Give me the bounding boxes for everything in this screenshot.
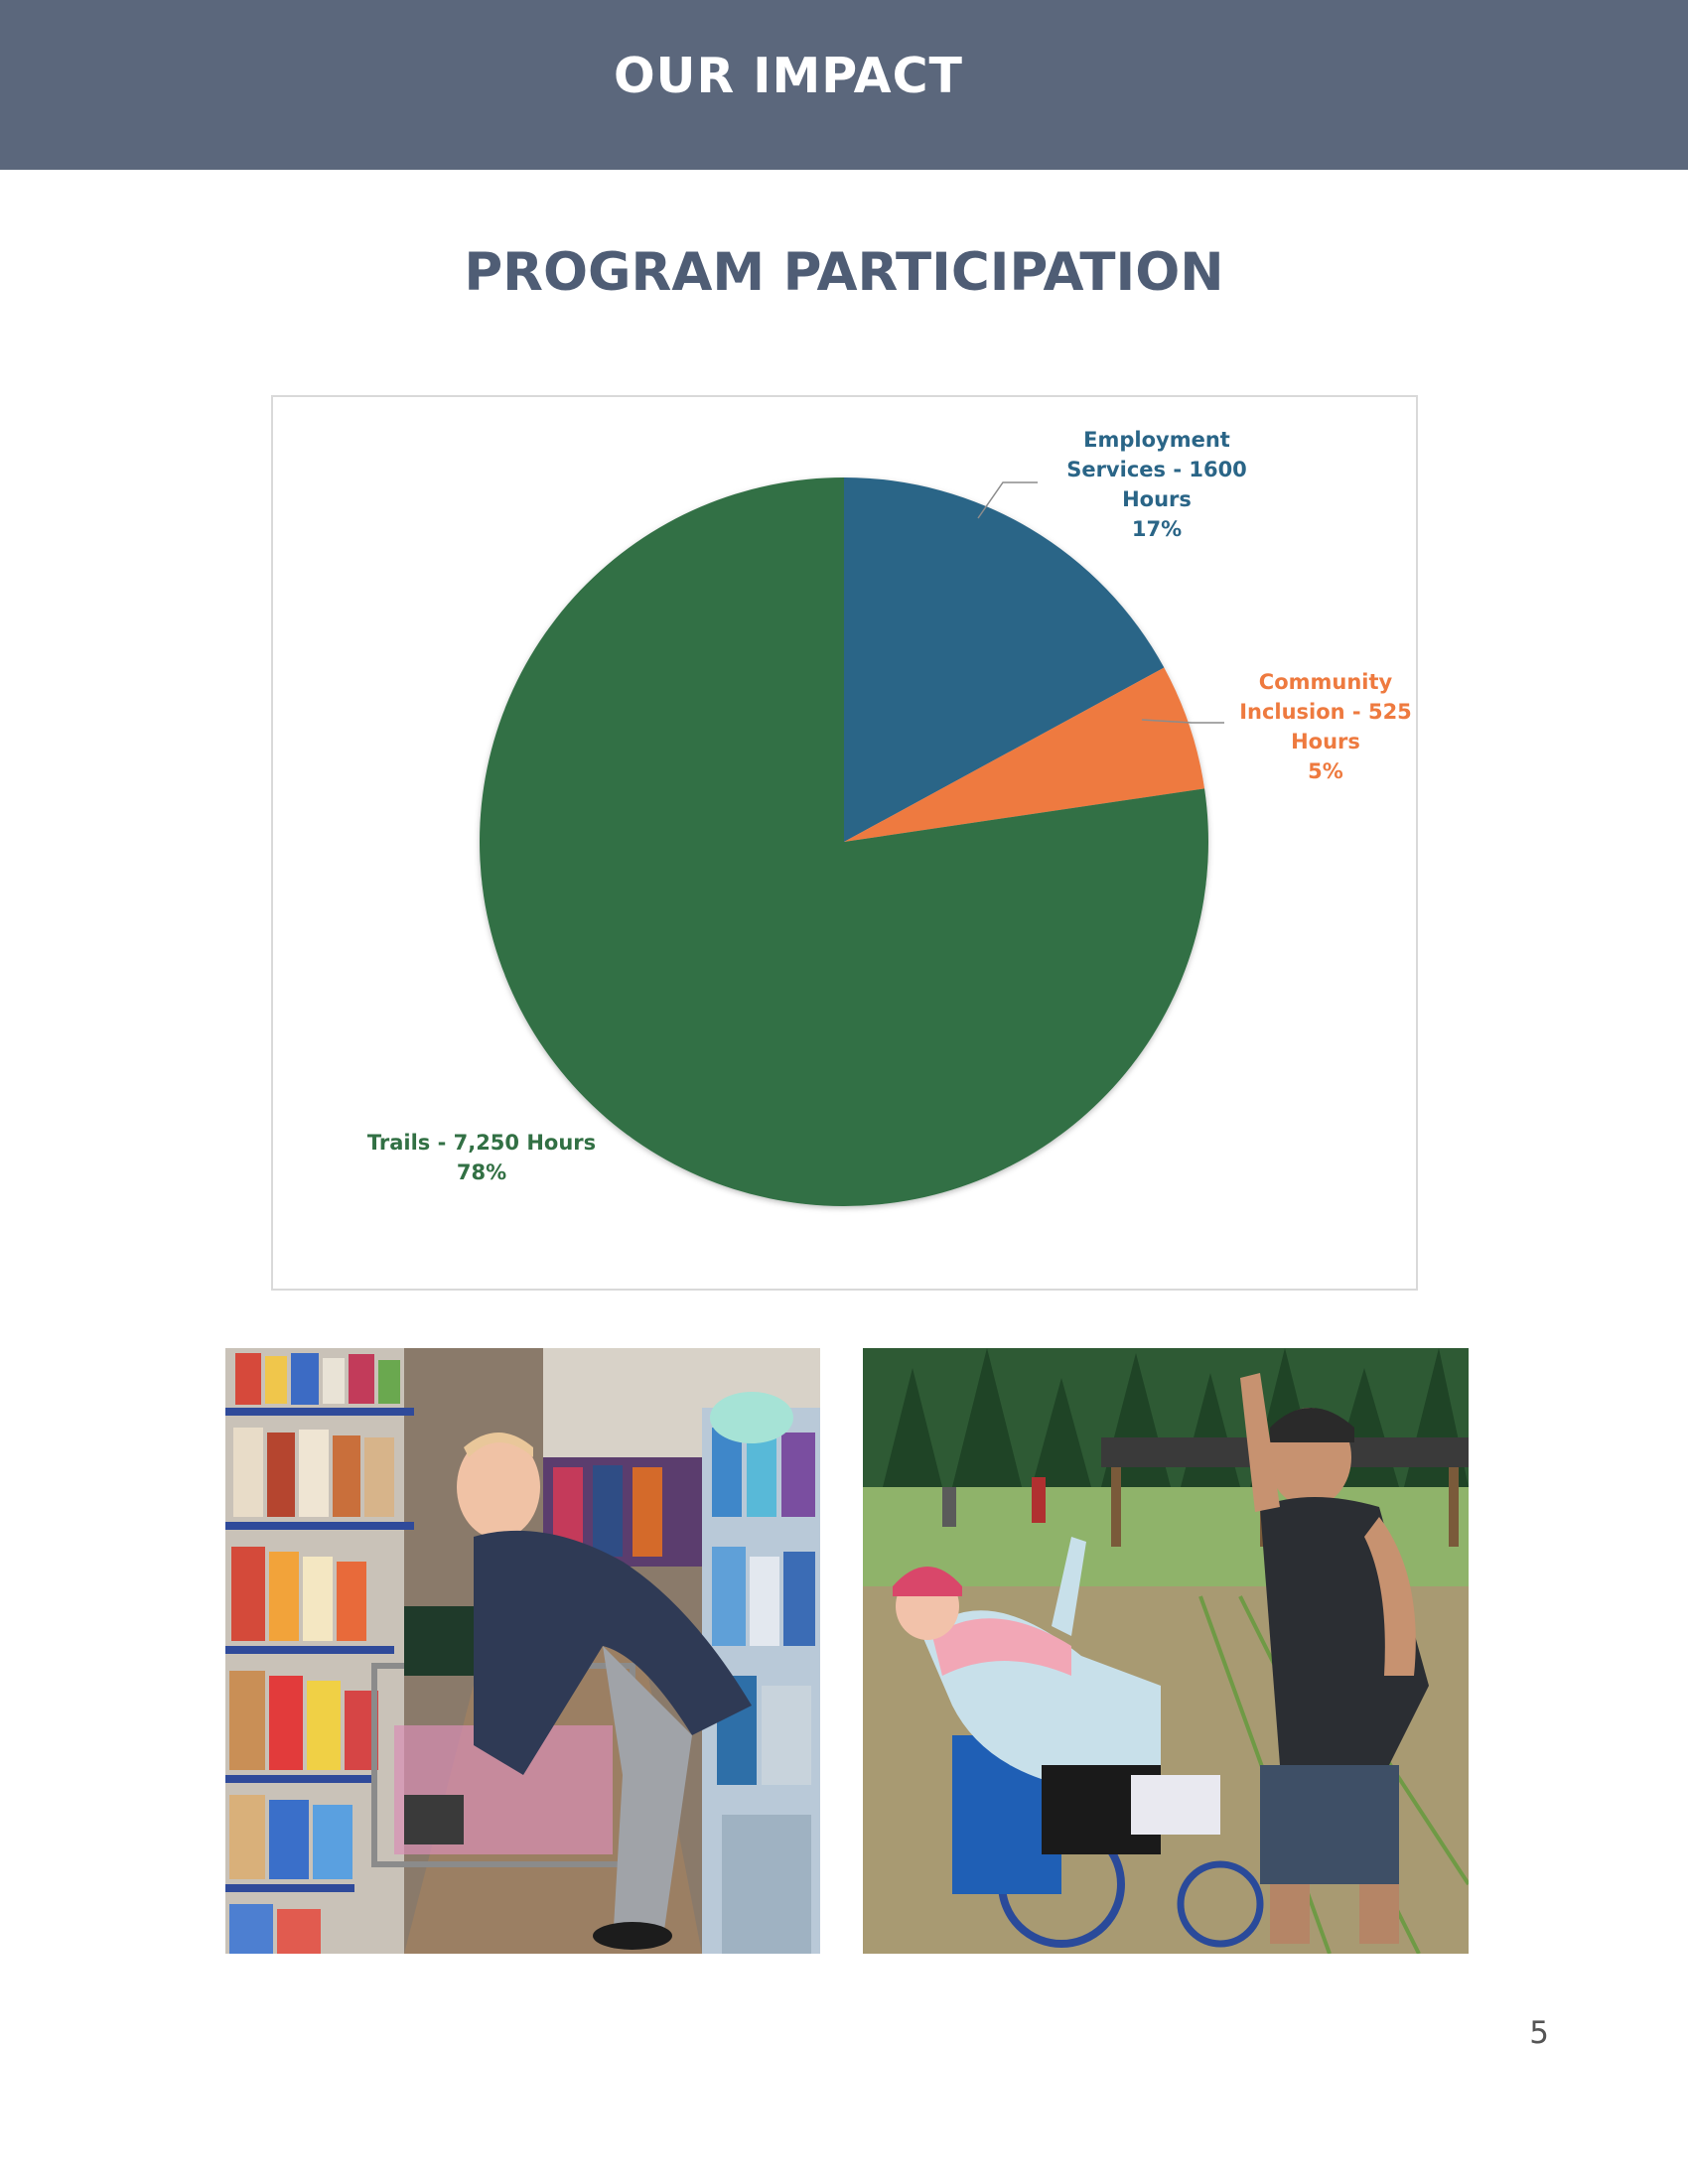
pie-label-line: 78% [456,1160,507,1184]
pie-label-line: Inclusion - 525 [1239,700,1412,724]
pie-label-line: Community [1258,670,1393,694]
pie-chart [273,397,1416,1289]
pie-label-2 [367,1131,596,1184]
pie-chart-container [271,395,1418,1291]
section-title: PROGRAM PARTICIPATION [464,242,1224,303]
pie-label-line: Trails - 7,250 Hours [366,1131,597,1155]
pie-label-1 [1239,670,1412,783]
pie-label-line: Employment [1083,428,1230,452]
page-number: 5 [1529,2015,1549,2051]
pie-label-line: Hours [1291,730,1360,753]
pie-label-line: 17% [1131,517,1183,541]
photo-grocery-store [225,1348,820,1954]
header-banner [0,0,1688,170]
pie-label-line: Services - 1600 [1066,458,1247,481]
page-title: OUR IMPACT [614,48,963,104]
photo-garden-high-five [863,1348,1469,1954]
pie-label-line: Hours [1122,487,1192,511]
pie-label-line: 5% [1308,759,1343,783]
pie-label-0 [1066,428,1247,541]
pie-slices [480,478,1208,1206]
